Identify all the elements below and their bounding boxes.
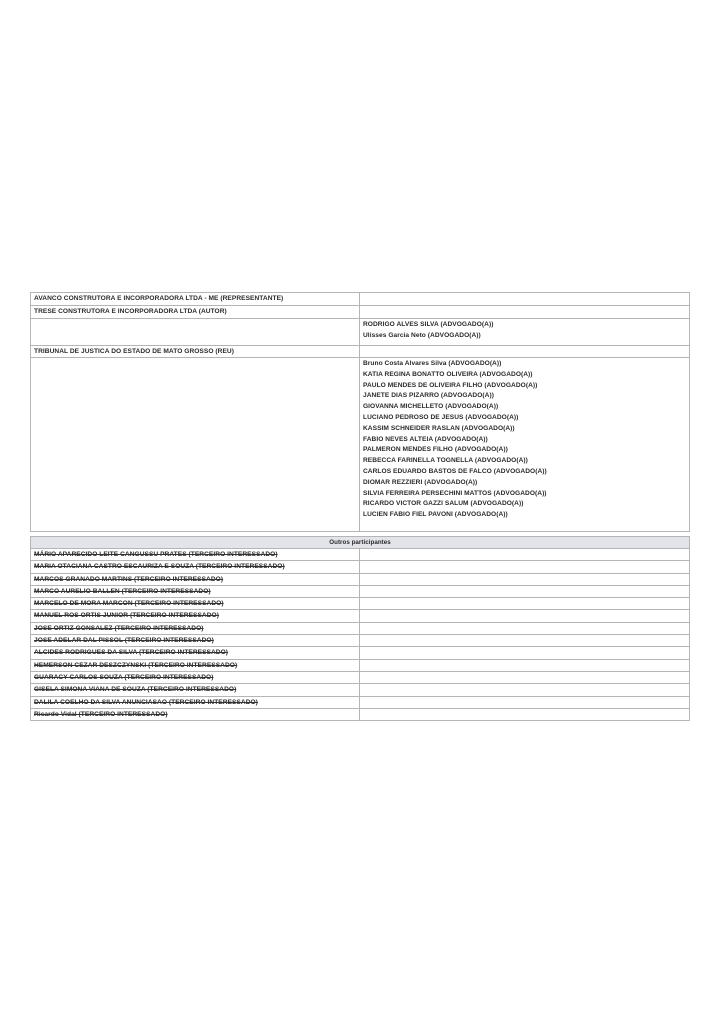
- participant-cell: [31, 610, 360, 622]
- party-lawyers: [360, 346, 690, 358]
- participant-empty-cell: [360, 585, 690, 597]
- party-lawyers: [360, 293, 690, 306]
- participant-empty-cell: [360, 684, 690, 696]
- participant-cell: [31, 684, 360, 696]
- participant-name: MÁRIO APARECIDO LEITE CANGUSSU PRATES (TERCEIRO INTERESSADO): [34, 551, 278, 558]
- party-name: TRIBUNAL DE JUSTICA DO ESTADO DE MATO GROSSO (REU): [31, 346, 360, 358]
- participant-name: GISELA SIMONA VIANA DE SOUZA (TERCEIRO INTERESSADO): [34, 686, 237, 694]
- participant-row: [31, 610, 690, 622]
- participant-empty-cell: [360, 696, 690, 708]
- participant-row: [31, 549, 690, 561]
- participant-cell: [31, 708, 360, 720]
- participant-name: MANUEL ROS ORTIS JUNIOR (TERCEIRO INTERESSADO): [34, 612, 219, 620]
- participant-cell: [31, 622, 360, 634]
- party-lawyers: [360, 358, 690, 532]
- participant-cell: [31, 647, 360, 659]
- party-lawyers: [360, 319, 690, 346]
- other-participants-table: [30, 536, 690, 721]
- participant-empty-cell: [360, 671, 690, 683]
- parties-table: [30, 292, 690, 532]
- participant-empty-cell: [360, 622, 690, 634]
- lawyer-name: Bruno Costa Alvares Silva (ADVOGADO(A)): [363, 360, 502, 367]
- lawyer-name: SILVIA FERREIRA PERSECHINI MATTOS (ADVOGADO(A)): [363, 489, 547, 497]
- participant-row: [31, 585, 690, 597]
- lawyer-name: CARLOS EDUARDO BASTOS DE FALCO (ADVOGADO(A)): [363, 467, 547, 475]
- party-name: TRESE CONSTRUTORA E INCORPORADORA LTDA (AUTOR): [31, 306, 360, 319]
- party-row: [31, 293, 690, 306]
- party-row: [31, 358, 690, 532]
- lawyer-name: LUCIEN FABIO FIEL PAVONI (ADVOGADO(A)): [363, 511, 508, 519]
- other-participants-header: Outros participantes: [31, 537, 690, 549]
- participant-empty-cell: [360, 610, 690, 622]
- participant-empty-cell: [360, 659, 690, 671]
- participant-name: JOSE ORTIZ GONSALEZ (TERCEIRO INTERESSADO): [34, 624, 204, 632]
- participant-name: MARIA OTACIANA CASTRO ESCAURIZA E SOUZA (TERCEIRO INTERESSADO): [34, 563, 285, 571]
- party-name: [31, 358, 360, 532]
- participant-name: GUARACY CARLOS SOUZA (TERCEIRO INTERESSADO): [34, 673, 214, 681]
- lawyer-name: RICARDO VICTOR GAZZI SALUM (ADVOGADO(A)): [363, 500, 524, 508]
- lawyer-name: RODRIGO ALVES SILVA (ADVOGADO(A)): [363, 321, 494, 328]
- participant-row: [31, 647, 690, 659]
- lawyer-name: LUCIANO PEDROSO DE JESUS (ADVOGADO(A)): [363, 413, 519, 421]
- participant-row: [31, 671, 690, 683]
- participant-cell: [31, 696, 360, 708]
- participant-row: [31, 573, 690, 585]
- participant-name: HEMERSON CEZAR DESZCZYNSKI (TERCEIRO INTERESSADO): [34, 661, 238, 669]
- lawyer-name: PALMERON MENDES FILHO (ADVOGADO(A)): [363, 446, 508, 454]
- participant-cell: [31, 561, 360, 573]
- lawyer-name: Ulisses Garcia Neto (ADVOGADO(A)): [363, 331, 481, 339]
- party-row: [31, 319, 690, 346]
- participant-row: [31, 622, 690, 634]
- participant-cell: [31, 671, 360, 683]
- lawyer-name: GIOVANNA MICHELLETO (ADVOGADO(A)): [363, 403, 499, 411]
- participant-name: MARCO AURELIO BALLEN (TERCEIRO INTERESSADO): [34, 587, 211, 595]
- participant-row: [31, 684, 690, 696]
- lawyer-name: KATIA REGINA BONATTO OLIVEIRA (ADVOGADO(A)): [363, 370, 533, 378]
- participant-name: Ricardo Vidal (TERCEIRO INTERESSADO): [34, 710, 168, 718]
- participant-empty-cell: [360, 561, 690, 573]
- participant-cell: [31, 573, 360, 585]
- other-participants-header-row: [31, 537, 690, 549]
- participant-cell: [31, 635, 360, 647]
- participant-empty-cell: [360, 573, 690, 585]
- participant-cell: [31, 549, 360, 561]
- participant-empty-cell: [360, 635, 690, 647]
- participant-name: ALCIDES RODRIGUES DA SILVA (TERCEIRO INTERESSADO): [34, 649, 229, 657]
- participant-row: [31, 659, 690, 671]
- lawyer-name: JANETE DIAS PIZARRO (ADVOGADO(A)): [363, 392, 494, 400]
- party-row: [31, 346, 690, 358]
- lawyer-name: DIOMAR REZZIERI (ADVOGADO(A)): [363, 478, 478, 486]
- participant-empty-cell: [360, 549, 690, 561]
- participant-row: [31, 696, 690, 708]
- participant-row: [31, 598, 690, 610]
- party-name: AVANCO CONSTRUTORA E INCORPORADORA LTDA - ME (REPRESENTANTE): [31, 293, 360, 306]
- participant-row: [31, 561, 690, 573]
- participant-cell: [31, 585, 360, 597]
- participant-cell: [31, 659, 360, 671]
- lawyer-name: FABIO NEVES ALTEIA (ADVOGADO(A)): [363, 435, 488, 443]
- participant-row: [31, 708, 690, 720]
- party-lawyers: [360, 306, 690, 319]
- participant-empty-cell: [360, 647, 690, 659]
- party-name: [31, 319, 360, 346]
- participant-empty-cell: [360, 708, 690, 720]
- lawyer-name: REBECCA FARINELLA TOGNELLA (ADVOGADO(A)): [363, 457, 528, 465]
- lawyer-name: PAULO MENDES DE OLIVEIRA FILHO (ADVOGADO(A)): [363, 381, 538, 389]
- participant-name: DALILA COELHO DA SILVA ANUNCIASAO (TERCEIRO INTERESSADO): [34, 698, 258, 706]
- participant-name: MARCELO DE MORA MARCON (TERCEIRO INTERESSADO): [34, 600, 224, 608]
- party-row: [31, 306, 690, 319]
- participant-cell: [31, 598, 360, 610]
- participant-name: JOSE ADELAR DAL PISSOL (TERCEIRO INTERESSADO): [34, 637, 214, 645]
- participant-row: [31, 635, 690, 647]
- lawyer-name: KASSIM SCHNEIDER RASLAN (ADVOGADO(A)): [363, 424, 515, 432]
- participant-empty-cell: [360, 598, 690, 610]
- participant-name: MARCOS GRANADO MARTINS (TERCEIRO INTERESSADO): [34, 575, 224, 583]
